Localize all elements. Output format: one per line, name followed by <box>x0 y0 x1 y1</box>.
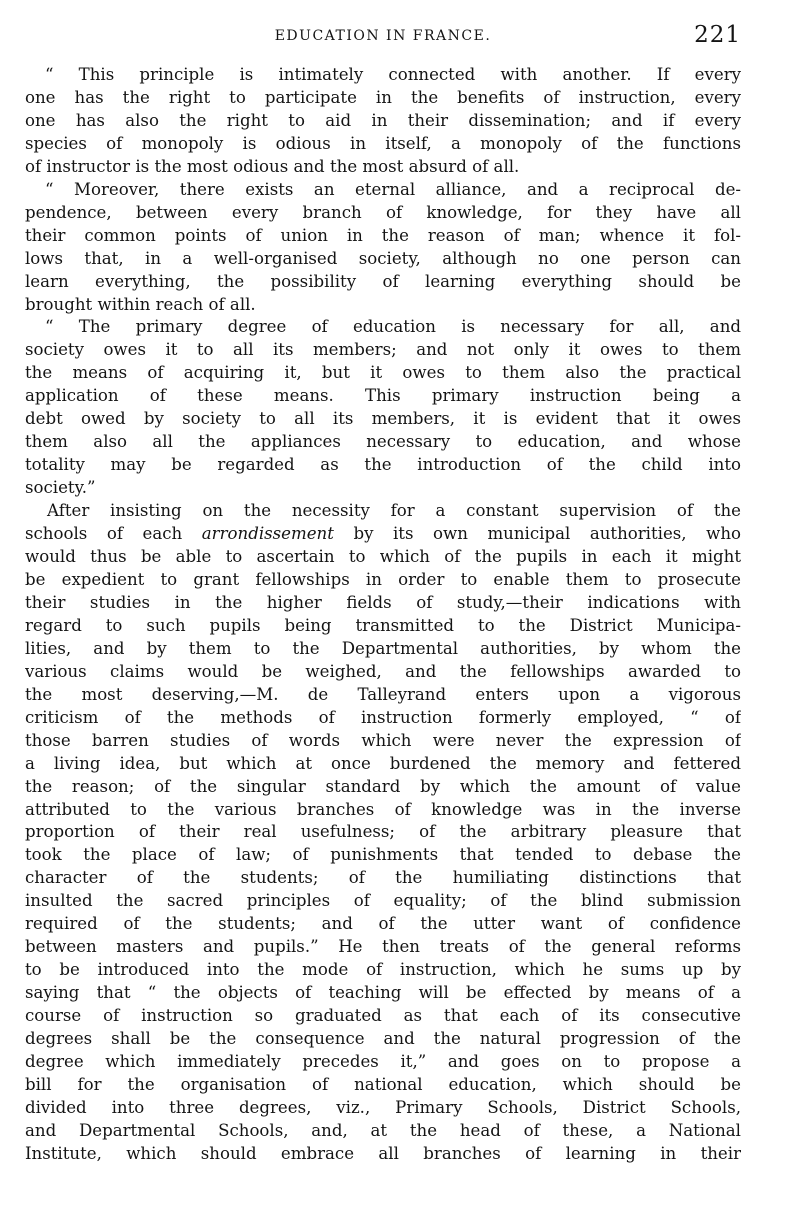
text-line: brought within reach of all. <box>25 294 256 314</box>
text-line: After insisting on the necessity for a constant supervision of the <box>47 501 741 521</box>
text-line: the means of acquiring it, but it owes to them also the practical <box>25 363 741 383</box>
text-line: character of the students; of the humiliating distinctions that <box>25 868 741 888</box>
text-line: the reason; of the singular standard by which the amount of value <box>25 776 741 796</box>
text-line: application of these means. This primary instruction being a <box>25 386 741 406</box>
body-text <box>25 64 741 1166</box>
text-line: divided into three degrees, viz., Primary Schools, District Schools, <box>25 1097 741 1117</box>
text-line: society owes it to all its members; and not only it owes to them <box>25 340 741 360</box>
book-page <box>25 22 741 1166</box>
text-line: would thus be able to ascertain to which of the pupils in each it might <box>25 547 741 567</box>
text-line: their common points of union in the reason of man; whence it fol- <box>25 225 741 245</box>
text-line: “ The primary degree of education is necessary for all, and <box>45 317 741 337</box>
text-line: pendence, between every branch of knowledge, for they have all <box>25 202 741 222</box>
text-line: and Departmental Schools, and, at the head of these, a National <box>25 1120 741 1140</box>
text-line: totality may be regarded as the introduction of the child into <box>25 455 741 475</box>
text-line: saying that “ the objects of teaching will be effected by means of a <box>25 983 741 1003</box>
text-line: course of instruction so graduated as that each of its consecutive <box>25 1006 741 1026</box>
text-line: learn everything, the possibility of learning everything should be <box>25 271 741 291</box>
text-line: lities, and by them to the Departmental authorities, by whom the <box>25 638 741 658</box>
text-line: insulted the sacred principles of equality; of the blind submission <box>25 891 741 911</box>
text-line: be expedient to grant fellowships in order to enable them to prosecute <box>25 569 741 589</box>
text-line: attributed to the various branches of knowledge was in the inverse <box>25 799 741 819</box>
text-line: required of the students; and of the utter want of confidence <box>25 914 741 934</box>
text-line: Institute, which should embrace all branches of learning in their <box>25 1143 741 1163</box>
text-line: “ This principle is intimately connected with another. If every <box>45 65 741 84</box>
text-line: their studies in the higher fields of study,—their indications with <box>25 592 741 612</box>
running-head <box>25 22 741 50</box>
text-line: those barren studies of words which were never the expression of <box>25 730 741 750</box>
text-line: took the place of law; of punishments that tended to debase the <box>25 845 741 865</box>
text-line: one has the right to participate in the benefits of instruction, every <box>25 87 741 107</box>
text-line: proportion of their real usefulness; of the arbitrary pleasure that <box>25 822 741 842</box>
text-line: regard to such pupils being transmitted to the District Municipa- <box>25 615 741 635</box>
text-line: species of monopoly is odious in itself, a monopoly of the functions <box>25 133 741 153</box>
text-line: of instructor is the most odious and the most absurd of all. <box>25 156 520 176</box>
text-line: “ Moreover, there exists an eternal alliance, and a reciprocal de- <box>45 179 741 199</box>
text-line: criticism of the methods of instruction formerly employed, “ of <box>25 707 741 727</box>
text-line: them also all the appliances necessary to education, and whose <box>25 432 741 452</box>
text-line: degrees shall be the consequence and the natural progression of the <box>25 1029 741 1049</box>
text-line: society.” <box>25 478 96 498</box>
text-line: between masters and pupils.” He then treats of the general reforms <box>25 937 741 957</box>
page-number: 221 <box>694 22 741 48</box>
text-line: a living idea, but which at once burdened the memory and fettered <box>25 753 741 773</box>
text-line: degree which immediately precedes it,” and goes on to propose a <box>25 1051 741 1071</box>
text-line: various claims would be weighed, and the fellowships awarded to <box>25 661 741 681</box>
text-line: the most deserving,—M. de Talleyrand enters upon a vigorous <box>25 684 741 704</box>
text-line: one has also the right to aid in their dissemination; and if every <box>25 110 741 130</box>
text-line: bill for the organisation of national education, which should be <box>25 1074 741 1094</box>
text-line: lows that, in a well-organised society, although no one person can <box>25 248 741 268</box>
running-title: EDUCATION IN FRANCE. <box>274 28 492 44</box>
text-line: schools of each arrondissement by its own municipal authorities, who <box>25 524 741 544</box>
text-line: debt owed by society to all its members, it is evident that it owes <box>25 409 741 429</box>
text-line: to be introduced into the mode of instruction, which he sums up by <box>25 960 741 980</box>
